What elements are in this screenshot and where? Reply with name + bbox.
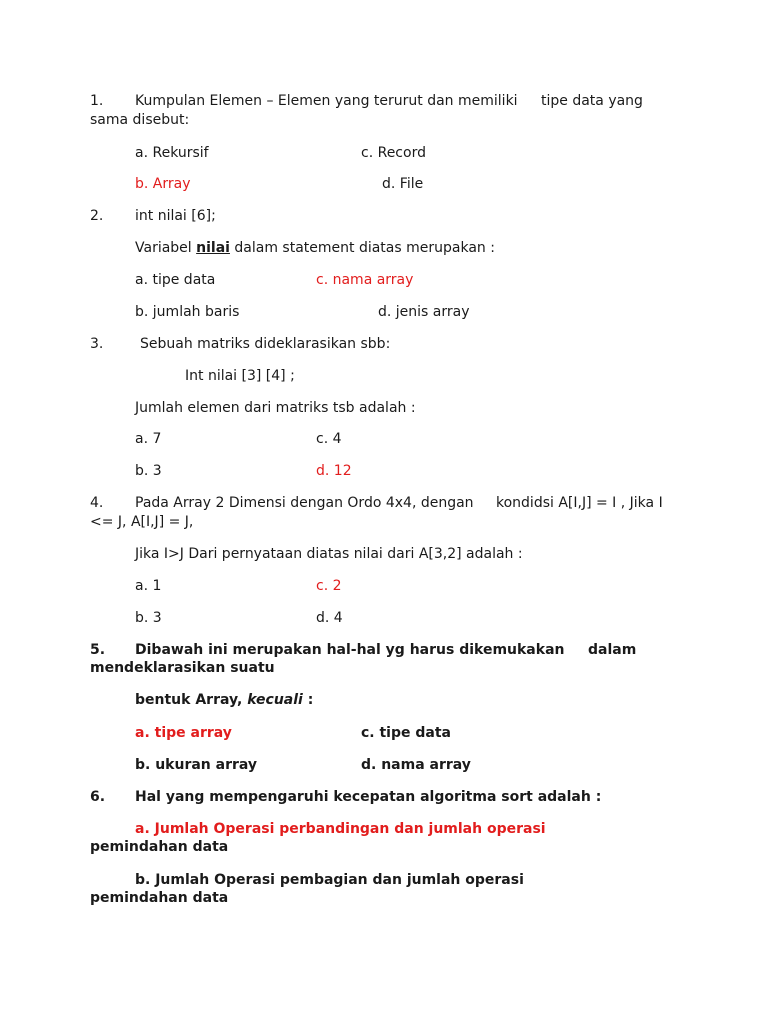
q4-text-line1-end: kondidsi A[I,J] = I , Jika I bbox=[496, 495, 663, 511]
q5-line3-pre: bentuk Array, bbox=[135, 692, 248, 708]
q3-number: 3. bbox=[90, 336, 104, 352]
q6-option-b-line1: b. Jumlah Operasi pembagian dan jumlah operasi bbox=[135, 872, 524, 888]
q6-option-b-line2: pemindahan data bbox=[90, 890, 229, 906]
q5-text-line2: mendeklarasikan suatu bbox=[90, 660, 275, 676]
q4-option-a: a. 1 bbox=[135, 578, 162, 594]
q1-option-b-answer: b. Array bbox=[135, 176, 191, 192]
q5-line3-post: : bbox=[302, 692, 314, 708]
q1-text-line1-end: tipe data yang bbox=[541, 93, 643, 109]
q3-question: Jumlah elemen dari matriks tsb adalah : bbox=[135, 400, 416, 416]
q3-text: Sebuah matriks dideklarasikan sbb: bbox=[140, 336, 391, 352]
q1-text-line1: Kumpulan Elemen – Elemen yang terurut dan memiliki bbox=[135, 93, 518, 109]
q6-option-a-answer-line1: a. Jumlah Operasi perbandingan dan jumlah operasi bbox=[135, 821, 546, 837]
q5-text-line3 bbox=[135, 691, 313, 709]
q2-option-b: b. jumlah baris bbox=[135, 304, 240, 320]
q3-option-c: c. 4 bbox=[316, 431, 342, 447]
q6-text: Hal yang mempengaruhi kecepatan algoritma sort adalah : bbox=[135, 789, 602, 805]
q4-question: Jika I>J Dari pernyataan diatas nilai dari A[3,2] adalah : bbox=[135, 546, 523, 562]
q4-option-d: d. 4 bbox=[316, 610, 343, 626]
q5-text-line1: Dibawah ini merupakan hal-hal yg harus dikemukakan bbox=[135, 642, 565, 658]
q3-code: Int nilai [3] [4] ; bbox=[185, 368, 295, 384]
q4-option-c-answer: c. 2 bbox=[316, 578, 342, 594]
q2-statement-post: dalam statement diatas merupakan : bbox=[229, 240, 495, 256]
q2-option-a: a. tipe data bbox=[135, 272, 216, 288]
q4-option-b: b. 3 bbox=[135, 610, 162, 626]
q1-text-line2: sama disebut: bbox=[90, 112, 190, 128]
q2-option-d: d. jenis array bbox=[378, 304, 470, 320]
q4-number: 4. bbox=[90, 495, 104, 511]
q4-text-line2: <= J, A[I,J] = J, bbox=[90, 514, 194, 530]
q5-text-line1-end: dalam bbox=[588, 642, 637, 658]
q5-option-a-answer: a. tipe array bbox=[135, 725, 232, 741]
q4-text-line1: Pada Array 2 Dimensi dengan Ordo 4x4, dengan bbox=[135, 495, 474, 511]
q1-number: 1. bbox=[90, 93, 104, 109]
q3-option-a: a. 7 bbox=[135, 431, 162, 447]
q2-statement-pre: Variabel bbox=[135, 240, 197, 256]
q3-option-d-answer: d. 12 bbox=[316, 463, 352, 479]
q2-statement-keyword: nilai bbox=[196, 240, 230, 256]
q1-option-c: c. Record bbox=[361, 145, 426, 161]
q2-statement bbox=[135, 239, 495, 257]
q6-number: 6. bbox=[90, 789, 106, 805]
q1-option-a: a. Rekursif bbox=[135, 145, 209, 161]
q2-option-c-answer: c. nama array bbox=[316, 272, 414, 288]
q5-number: 5. bbox=[90, 642, 106, 658]
q5-option-c: c. tipe data bbox=[361, 725, 451, 741]
q5-option-d: d. nama array bbox=[361, 757, 471, 773]
q5-option-b: b. ukuran array bbox=[135, 757, 258, 773]
q1-option-d: d. File bbox=[382, 176, 424, 192]
q5-line3-italic: kecuali bbox=[247, 692, 303, 708]
q6-option-a-line2: pemindahan data bbox=[90, 839, 229, 855]
q2-code: int nilai [6]; bbox=[135, 208, 216, 224]
q2-number: 2. bbox=[90, 208, 104, 224]
q3-option-b: b. 3 bbox=[135, 463, 162, 479]
